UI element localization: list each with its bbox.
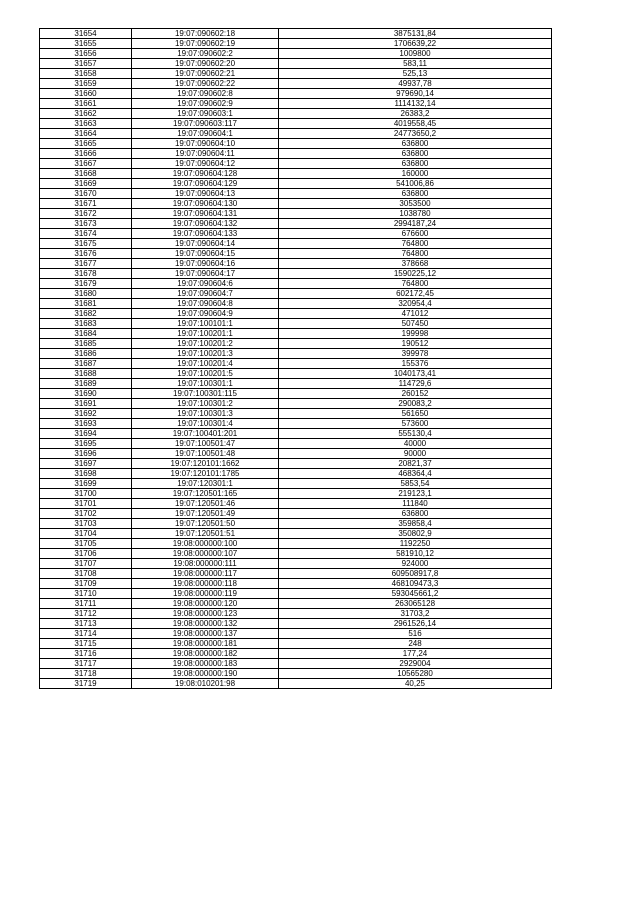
table-row bbox=[40, 259, 552, 269]
value-cell: 468109473,3 bbox=[279, 579, 552, 589]
row-number-cell: 31663 bbox=[40, 119, 132, 129]
cadastral-number-cell: 19:07:090604:6 bbox=[132, 279, 279, 289]
data-table bbox=[39, 28, 552, 689]
row-number-cell: 31672 bbox=[40, 209, 132, 219]
value-cell: 3053500 bbox=[279, 199, 552, 209]
row-number-cell: 31658 bbox=[40, 69, 132, 79]
cadastral-number-cell: 19:07:120301:1 bbox=[132, 479, 279, 489]
value-cell: 516 bbox=[279, 629, 552, 639]
table-row bbox=[40, 239, 552, 249]
table-row bbox=[40, 229, 552, 239]
table-row bbox=[40, 159, 552, 169]
table-row bbox=[40, 139, 552, 149]
row-number-cell: 31717 bbox=[40, 659, 132, 669]
value-cell: 541006,86 bbox=[279, 179, 552, 189]
value-cell: 350802,9 bbox=[279, 529, 552, 539]
cadastral-number-cell: 19:08:000000:100 bbox=[132, 539, 279, 549]
row-number-cell: 31671 bbox=[40, 199, 132, 209]
row-number-cell: 31691 bbox=[40, 399, 132, 409]
table-row bbox=[40, 79, 552, 89]
cadastral-number-cell: 19:07:090604:128 bbox=[132, 169, 279, 179]
cadastral-number-cell: 19:08:000000:111 bbox=[132, 559, 279, 569]
value-cell: 764800 bbox=[279, 279, 552, 289]
cadastral-number-cell: 19:07:090604:130 bbox=[132, 199, 279, 209]
value-cell: 468364,4 bbox=[279, 469, 552, 479]
table-row bbox=[40, 479, 552, 489]
row-number-cell: 31681 bbox=[40, 299, 132, 309]
table-row bbox=[40, 629, 552, 639]
row-number-cell: 31687 bbox=[40, 359, 132, 369]
row-number-cell: 31654 bbox=[40, 29, 132, 39]
table-row bbox=[40, 269, 552, 279]
cadastral-number-cell: 19:08:000000:119 bbox=[132, 589, 279, 599]
cadastral-number-cell: 19:07:090604:129 bbox=[132, 179, 279, 189]
table-row bbox=[40, 669, 552, 679]
value-cell: 561650 bbox=[279, 409, 552, 419]
row-number-cell: 31693 bbox=[40, 419, 132, 429]
row-number-cell: 31685 bbox=[40, 339, 132, 349]
table-row bbox=[40, 439, 552, 449]
value-cell: 636800 bbox=[279, 159, 552, 169]
table-row bbox=[40, 449, 552, 459]
cadastral-number-cell: 19:07:090602:21 bbox=[132, 69, 279, 79]
value-cell: 199998 bbox=[279, 329, 552, 339]
value-cell: 320954,4 bbox=[279, 299, 552, 309]
table-row bbox=[40, 349, 552, 359]
cadastral-number-cell: 19:08:000000:123 bbox=[132, 609, 279, 619]
value-cell: 924000 bbox=[279, 559, 552, 569]
table-row bbox=[40, 659, 552, 669]
row-number-cell: 31714 bbox=[40, 629, 132, 639]
value-cell: 1192250 bbox=[279, 539, 552, 549]
value-cell: 155376 bbox=[279, 359, 552, 369]
cadastral-number-cell: 19:08:000000:118 bbox=[132, 579, 279, 589]
row-number-cell: 31678 bbox=[40, 269, 132, 279]
table-row bbox=[40, 599, 552, 609]
table-row bbox=[40, 399, 552, 409]
value-cell: 2929004 bbox=[279, 659, 552, 669]
value-cell: 248 bbox=[279, 639, 552, 649]
cadastral-number-cell: 19:07:090602:22 bbox=[132, 79, 279, 89]
cadastral-number-cell: 19:07:090602:20 bbox=[132, 59, 279, 69]
cadastral-number-cell: 19:07:100101:1 bbox=[132, 319, 279, 329]
row-number-cell: 31719 bbox=[40, 679, 132, 689]
cadastral-number-cell: 19:07:090602:19 bbox=[132, 39, 279, 49]
row-number-cell: 31675 bbox=[40, 239, 132, 249]
cadastral-number-cell: 19:07:100301:4 bbox=[132, 419, 279, 429]
value-cell: 471012 bbox=[279, 309, 552, 319]
table-row bbox=[40, 189, 552, 199]
table-row bbox=[40, 499, 552, 509]
cadastral-number-cell: 19:08:000000:182 bbox=[132, 649, 279, 659]
value-cell: 573600 bbox=[279, 419, 552, 429]
cadastral-number-cell: 19:07:120501:165 bbox=[132, 489, 279, 499]
table-row bbox=[40, 609, 552, 619]
row-number-cell: 31659 bbox=[40, 79, 132, 89]
value-cell: 507450 bbox=[279, 319, 552, 329]
row-number-cell: 31670 bbox=[40, 189, 132, 199]
cadastral-number-cell: 19:07:090604:15 bbox=[132, 249, 279, 259]
value-cell: 636800 bbox=[279, 189, 552, 199]
table-row bbox=[40, 69, 552, 79]
row-number-cell: 31662 bbox=[40, 109, 132, 119]
value-cell: 1706639,22 bbox=[279, 39, 552, 49]
row-number-cell: 31692 bbox=[40, 409, 132, 419]
value-cell: 1590225,12 bbox=[279, 269, 552, 279]
cadastral-number-cell: 19:07:090602:2 bbox=[132, 49, 279, 59]
row-number-cell: 31669 bbox=[40, 179, 132, 189]
cadastral-number-cell: 19:07:100501:48 bbox=[132, 449, 279, 459]
row-number-cell: 31677 bbox=[40, 259, 132, 269]
cadastral-number-cell: 19:07:090602:8 bbox=[132, 89, 279, 99]
cadastral-number-cell: 19:07:100201:3 bbox=[132, 349, 279, 359]
row-number-cell: 31680 bbox=[40, 289, 132, 299]
row-number-cell: 31707 bbox=[40, 559, 132, 569]
row-number-cell: 31694 bbox=[40, 429, 132, 439]
cadastral-number-cell: 19:07:100401:201 bbox=[132, 429, 279, 439]
row-number-cell: 31661 bbox=[40, 99, 132, 109]
row-number-cell: 31718 bbox=[40, 669, 132, 679]
cadastral-number-cell: 19:07:120501:51 bbox=[132, 529, 279, 539]
table-row bbox=[40, 409, 552, 419]
row-number-cell: 31706 bbox=[40, 549, 132, 559]
row-number-cell: 31667 bbox=[40, 159, 132, 169]
row-number-cell: 31664 bbox=[40, 129, 132, 139]
cadastral-number-cell: 19:07:090604:11 bbox=[132, 149, 279, 159]
table-row bbox=[40, 89, 552, 99]
cadastral-number-cell: 19:07:100301:3 bbox=[132, 409, 279, 419]
value-cell: 263065128 bbox=[279, 599, 552, 609]
value-cell: 583,11 bbox=[279, 59, 552, 69]
table-row bbox=[40, 289, 552, 299]
value-cell: 2961526,14 bbox=[279, 619, 552, 629]
cadastral-number-cell: 19:08:000000:107 bbox=[132, 549, 279, 559]
value-cell: 1038780 bbox=[279, 209, 552, 219]
row-number-cell: 31657 bbox=[40, 59, 132, 69]
value-cell: 636800 bbox=[279, 509, 552, 519]
cadastral-number-cell: 19:07:120501:49 bbox=[132, 509, 279, 519]
row-number-cell: 31660 bbox=[40, 89, 132, 99]
value-cell: 90000 bbox=[279, 449, 552, 459]
table-row bbox=[40, 649, 552, 659]
cadastral-number-cell: 19:07:090604:132 bbox=[132, 219, 279, 229]
value-cell: 636800 bbox=[279, 149, 552, 159]
row-number-cell: 31695 bbox=[40, 439, 132, 449]
row-number-cell: 31709 bbox=[40, 579, 132, 589]
row-number-cell: 31689 bbox=[40, 379, 132, 389]
table-row bbox=[40, 59, 552, 69]
row-number-cell: 31683 bbox=[40, 319, 132, 329]
cadastral-number-cell: 19:07:090604:10 bbox=[132, 139, 279, 149]
row-number-cell: 31712 bbox=[40, 609, 132, 619]
row-number-cell: 31679 bbox=[40, 279, 132, 289]
table-row bbox=[40, 549, 552, 559]
value-cell: 764800 bbox=[279, 249, 552, 259]
row-number-cell: 31666 bbox=[40, 149, 132, 159]
table-row bbox=[40, 379, 552, 389]
cadastral-number-cell: 19:07:090604:17 bbox=[132, 269, 279, 279]
cadastral-number-cell: 19:07:090604:131 bbox=[132, 209, 279, 219]
cadastral-number-cell: 19:07:100301:1 bbox=[132, 379, 279, 389]
value-cell: 555130,4 bbox=[279, 429, 552, 439]
table-row bbox=[40, 299, 552, 309]
document-page bbox=[39, 28, 551, 689]
table-row bbox=[40, 99, 552, 109]
cadastral-number-cell: 19:08:000000:190 bbox=[132, 669, 279, 679]
table-row bbox=[40, 219, 552, 229]
row-number-cell: 31705 bbox=[40, 539, 132, 549]
row-number-cell: 31665 bbox=[40, 139, 132, 149]
row-number-cell: 31688 bbox=[40, 369, 132, 379]
cadastral-number-cell: 19:07:100301:115 bbox=[132, 389, 279, 399]
cadastral-number-cell: 19:07:090604:12 bbox=[132, 159, 279, 169]
value-cell: 290083,2 bbox=[279, 399, 552, 409]
cadastral-number-cell: 19:07:090603:117 bbox=[132, 119, 279, 129]
table-row bbox=[40, 539, 552, 549]
row-number-cell: 31716 bbox=[40, 649, 132, 659]
value-cell: 5853,54 bbox=[279, 479, 552, 489]
table-row bbox=[40, 469, 552, 479]
table-row bbox=[40, 149, 552, 159]
table-row bbox=[40, 279, 552, 289]
table-row bbox=[40, 389, 552, 399]
value-cell: 581910,12 bbox=[279, 549, 552, 559]
value-cell: 399978 bbox=[279, 349, 552, 359]
cadastral-number-cell: 19:07:090602:9 bbox=[132, 99, 279, 109]
table-row bbox=[40, 309, 552, 319]
table-row bbox=[40, 29, 552, 39]
value-cell: 764800 bbox=[279, 239, 552, 249]
row-number-cell: 31673 bbox=[40, 219, 132, 229]
table-row bbox=[40, 39, 552, 49]
table-row bbox=[40, 579, 552, 589]
cadastral-number-cell: 19:07:100301:2 bbox=[132, 399, 279, 409]
value-cell: 979690,14 bbox=[279, 89, 552, 99]
row-number-cell: 31676 bbox=[40, 249, 132, 259]
row-number-cell: 31686 bbox=[40, 349, 132, 359]
cadastral-number-cell: 19:07:120501:50 bbox=[132, 519, 279, 529]
table-row bbox=[40, 329, 552, 339]
value-cell: 1114132,14 bbox=[279, 99, 552, 109]
cadastral-number-cell: 19:07:100201:1 bbox=[132, 329, 279, 339]
cadastral-number-cell: 19:07:100501:47 bbox=[132, 439, 279, 449]
value-cell: 111840 bbox=[279, 499, 552, 509]
value-cell: 593045661,2 bbox=[279, 589, 552, 599]
value-cell: 26383,2 bbox=[279, 109, 552, 119]
cadastral-number-cell: 19:08:010201:98 bbox=[132, 679, 279, 689]
value-cell: 10565280 bbox=[279, 669, 552, 679]
table-row bbox=[40, 369, 552, 379]
cadastral-number-cell: 19:07:090604:7 bbox=[132, 289, 279, 299]
row-number-cell: 31715 bbox=[40, 639, 132, 649]
value-cell: 24773650,2 bbox=[279, 129, 552, 139]
row-number-cell: 31674 bbox=[40, 229, 132, 239]
row-number-cell: 31700 bbox=[40, 489, 132, 499]
table-row bbox=[40, 319, 552, 329]
value-cell: 2994187,24 bbox=[279, 219, 552, 229]
row-number-cell: 31701 bbox=[40, 499, 132, 509]
cadastral-number-cell: 19:07:090604:9 bbox=[132, 309, 279, 319]
cadastral-number-cell: 19:07:100201:4 bbox=[132, 359, 279, 369]
table-row bbox=[40, 429, 552, 439]
table-row bbox=[40, 619, 552, 629]
table-row bbox=[40, 359, 552, 369]
value-cell: 676600 bbox=[279, 229, 552, 239]
value-cell: 609508917,8 bbox=[279, 569, 552, 579]
cadastral-number-cell: 19:07:090604:13 bbox=[132, 189, 279, 199]
row-number-cell: 31668 bbox=[40, 169, 132, 179]
value-cell: 49937,78 bbox=[279, 79, 552, 89]
value-cell: 219123,1 bbox=[279, 489, 552, 499]
value-cell: 40000 bbox=[279, 439, 552, 449]
table-row bbox=[40, 529, 552, 539]
value-cell: 525,13 bbox=[279, 69, 552, 79]
cadastral-number-cell: 19:08:000000:137 bbox=[132, 629, 279, 639]
value-cell: 177,24 bbox=[279, 649, 552, 659]
table-row bbox=[40, 459, 552, 469]
cadastral-number-cell: 19:08:000000:181 bbox=[132, 639, 279, 649]
value-cell: 4019558,45 bbox=[279, 119, 552, 129]
cadastral-number-cell: 19:08:000000:120 bbox=[132, 599, 279, 609]
table-row bbox=[40, 489, 552, 499]
cadastral-number-cell: 19:08:000000:183 bbox=[132, 659, 279, 669]
table-row bbox=[40, 119, 552, 129]
value-cell: 40,25 bbox=[279, 679, 552, 689]
cadastral-number-cell: 19:07:090604:16 bbox=[132, 259, 279, 269]
table-row bbox=[40, 129, 552, 139]
value-cell: 160000 bbox=[279, 169, 552, 179]
value-cell: 359858,4 bbox=[279, 519, 552, 529]
cadastral-number-cell: 19:07:100201:5 bbox=[132, 369, 279, 379]
value-cell: 20821,37 bbox=[279, 459, 552, 469]
cadastral-number-cell: 19:07:090604:133 bbox=[132, 229, 279, 239]
value-cell: 31703,2 bbox=[279, 609, 552, 619]
row-number-cell: 31703 bbox=[40, 519, 132, 529]
row-number-cell: 31698 bbox=[40, 469, 132, 479]
cadastral-number-cell: 19:07:090603:1 bbox=[132, 109, 279, 119]
table-row bbox=[40, 679, 552, 689]
cadastral-number-cell: 19:07:090604:14 bbox=[132, 239, 279, 249]
value-cell: 260152 bbox=[279, 389, 552, 399]
value-cell: 190512 bbox=[279, 339, 552, 349]
row-number-cell: 31702 bbox=[40, 509, 132, 519]
value-cell: 1009800 bbox=[279, 49, 552, 59]
table-body bbox=[40, 29, 552, 689]
value-cell: 1040173,41 bbox=[279, 369, 552, 379]
table-row bbox=[40, 639, 552, 649]
row-number-cell: 31684 bbox=[40, 329, 132, 339]
table-row bbox=[40, 339, 552, 349]
row-number-cell: 31682 bbox=[40, 309, 132, 319]
table-row bbox=[40, 509, 552, 519]
table-row bbox=[40, 519, 552, 529]
cadastral-number-cell: 19:07:120501:46 bbox=[132, 499, 279, 509]
row-number-cell: 31696 bbox=[40, 449, 132, 459]
cadastral-number-cell: 19:08:000000:132 bbox=[132, 619, 279, 629]
cadastral-number-cell: 19:07:090604:8 bbox=[132, 299, 279, 309]
table-row bbox=[40, 169, 552, 179]
cadastral-number-cell: 19:07:120101:1785 bbox=[132, 469, 279, 479]
row-number-cell: 31690 bbox=[40, 389, 132, 399]
value-cell: 114729,6 bbox=[279, 379, 552, 389]
table-row bbox=[40, 569, 552, 579]
cadastral-number-cell: 19:07:090604:1 bbox=[132, 129, 279, 139]
row-number-cell: 31699 bbox=[40, 479, 132, 489]
row-number-cell: 31713 bbox=[40, 619, 132, 629]
row-number-cell: 31711 bbox=[40, 599, 132, 609]
value-cell: 378668 bbox=[279, 259, 552, 269]
cadastral-number-cell: 19:07:120101:1662 bbox=[132, 459, 279, 469]
cadastral-number-cell: 19:07:100201:2 bbox=[132, 339, 279, 349]
value-cell: 3875131,84 bbox=[279, 29, 552, 39]
row-number-cell: 31708 bbox=[40, 569, 132, 579]
table-row bbox=[40, 589, 552, 599]
table-row bbox=[40, 419, 552, 429]
cadastral-number-cell: 19:07:090602:18 bbox=[132, 29, 279, 39]
table-row bbox=[40, 199, 552, 209]
table-row bbox=[40, 179, 552, 189]
table-row bbox=[40, 249, 552, 259]
value-cell: 602172,45 bbox=[279, 289, 552, 299]
table-row bbox=[40, 49, 552, 59]
row-number-cell: 31655 bbox=[40, 39, 132, 49]
table-row bbox=[40, 109, 552, 119]
row-number-cell: 31697 bbox=[40, 459, 132, 469]
row-number-cell: 31656 bbox=[40, 49, 132, 59]
cadastral-number-cell: 19:08:000000:117 bbox=[132, 569, 279, 579]
table-row bbox=[40, 209, 552, 219]
value-cell: 636800 bbox=[279, 139, 552, 149]
table-row bbox=[40, 559, 552, 569]
row-number-cell: 31710 bbox=[40, 589, 132, 599]
row-number-cell: 31704 bbox=[40, 529, 132, 539]
